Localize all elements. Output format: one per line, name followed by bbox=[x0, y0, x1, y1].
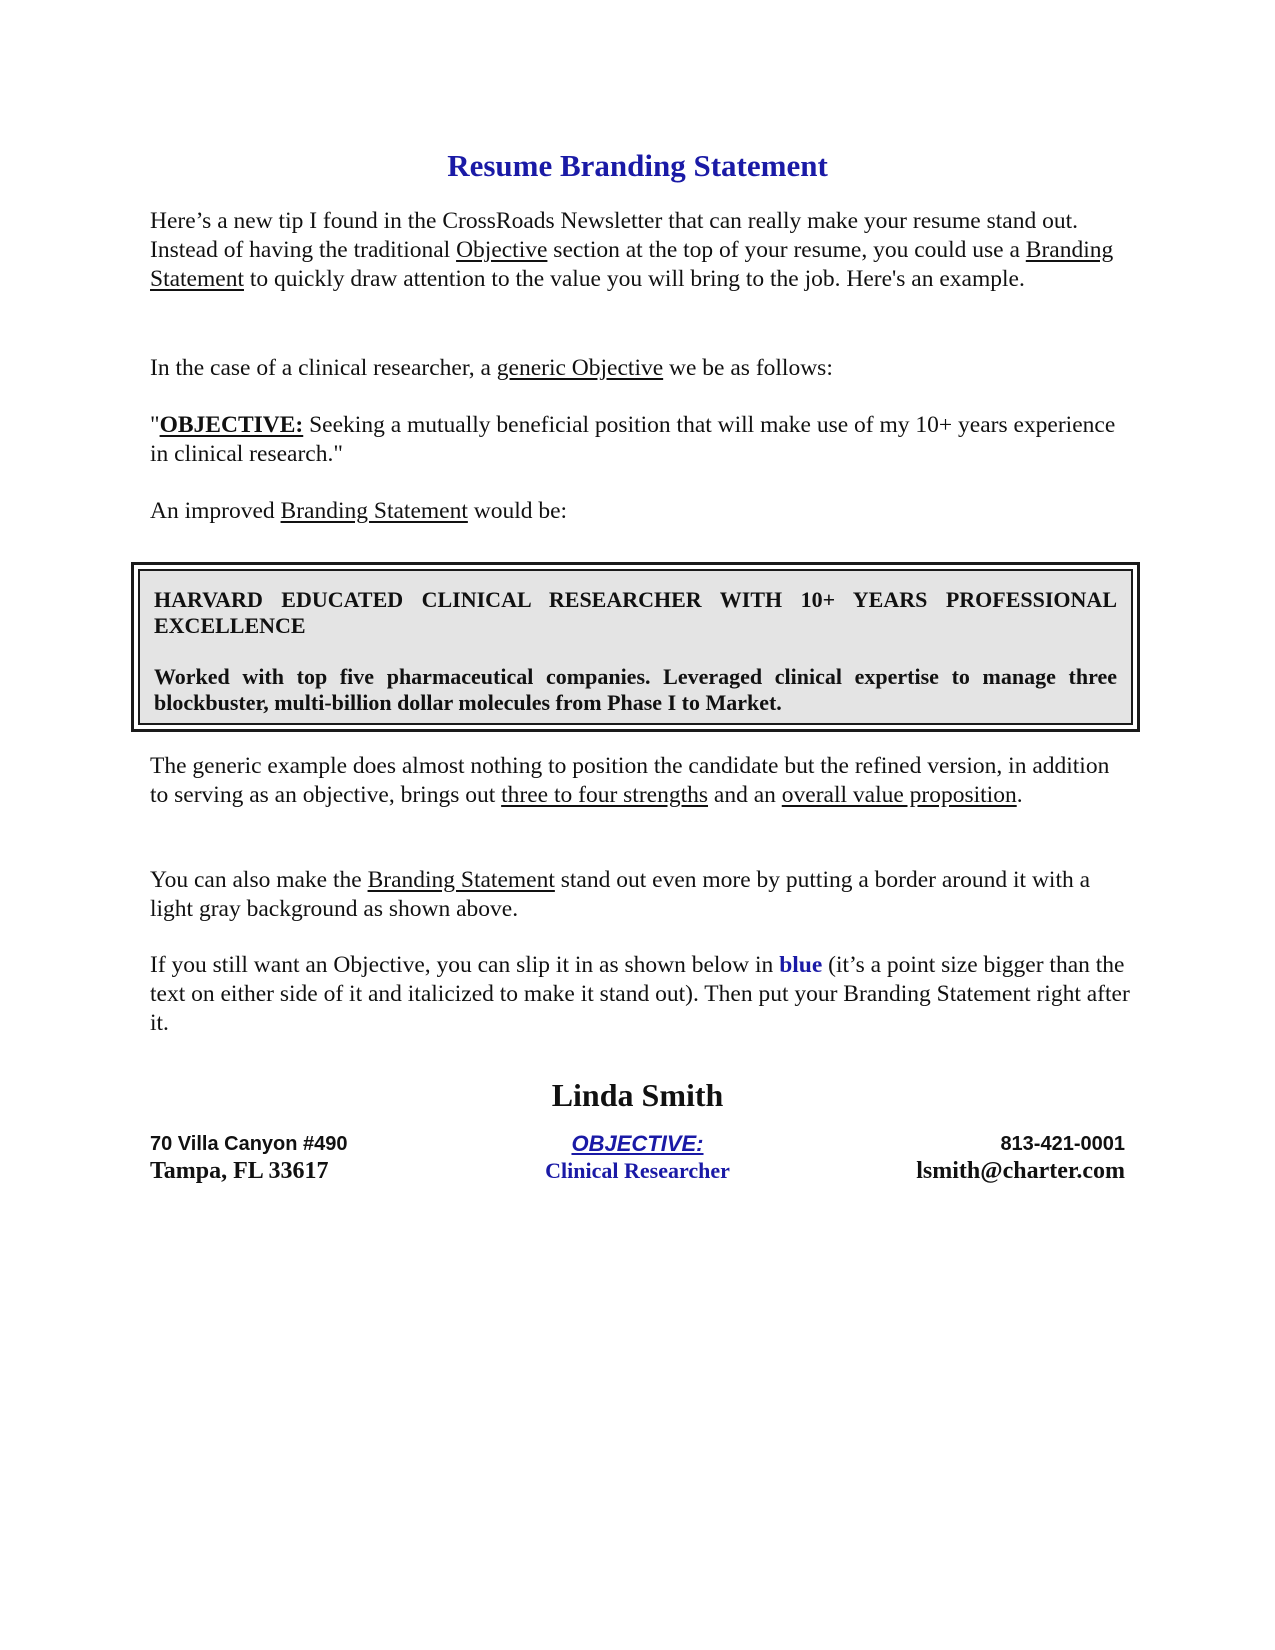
document-title: Resume Branding Statement bbox=[447, 148, 828, 183]
branding-statement-underlined: Branding Statement bbox=[150, 237, 1114, 292]
improved-text-2: would be: bbox=[467, 498, 568, 524]
case-paragraph bbox=[150, 354, 1130, 383]
border-paragraph bbox=[150, 866, 1130, 924]
objective-quote-text: Seeking a mutually beneficial position that will make use of my 10+ years experience in clinical research." bbox=[150, 412, 1116, 467]
objective-underlined: Objective bbox=[456, 237, 548, 263]
objective-label: OBJECTIVE: bbox=[571, 1131, 704, 1156]
intro-text-1: Here’s a new tip I found in the CrossRoads Newsletter that can really make your resume stand out. Instead of having the traditional bbox=[150, 208, 1078, 263]
objective-tip-text-2: (it’s a point size bigger than the text on either side of it and italicized to make it stand out). Then put your Branding Statement right after it. bbox=[150, 952, 1130, 1036]
objective-quote-paragraph bbox=[150, 411, 1130, 469]
email-address: lsmith@charter.com bbox=[916, 1158, 1125, 1184]
objective-block bbox=[440, 1131, 835, 1185]
case-text-2: we be as follows: bbox=[663, 355, 833, 381]
blue-word: blue bbox=[779, 952, 823, 978]
improved-text-1: An improved bbox=[150, 498, 281, 524]
objective-value: Clinical Researcher bbox=[545, 1158, 730, 1183]
objective-tip-text-1: If you still want an Objective, you can slip it in as shown below in bbox=[150, 952, 780, 978]
improved-paragraph bbox=[150, 497, 1130, 526]
branding-body: Worked with top five pharmaceutical companies. Leveraged clinical expertise to manage three blockbuster, multi-billion dollar molecules from Phase I to Market. bbox=[154, 664, 1117, 715]
branding-statement-underlined-2: Branding Statement bbox=[280, 498, 468, 524]
generic-text-3: . bbox=[1016, 782, 1023, 808]
branding-statement-box-inner bbox=[138, 569, 1133, 725]
generic-paragraph bbox=[150, 752, 1130, 810]
open-quote: " bbox=[150, 412, 160, 438]
address-line-1: 70 Villa Canyon #490 bbox=[150, 1133, 348, 1155]
generic-objective-underlined: generic Objective bbox=[496, 355, 664, 381]
border-text-1: You can also make the bbox=[150, 867, 368, 893]
resume-name: Linda Smith bbox=[551, 1077, 724, 1113]
intro-text-3: to quickly draw attention to the value you will bring to the job. Here's an example. bbox=[243, 266, 1025, 292]
address-line-2: Tampa, FL 33617 bbox=[150, 1158, 329, 1184]
intro-text-2: section at the top of your resume, you could use a bbox=[547, 237, 1026, 263]
objective-tip-paragraph bbox=[150, 951, 1130, 1038]
branding-statement-underlined-3: Branding Statement bbox=[367, 867, 555, 893]
objective-quote-label: OBJECTIVE: bbox=[159, 412, 304, 438]
phone-number: 813-421-0001 bbox=[1000, 1133, 1125, 1155]
intro-paragraph bbox=[150, 207, 1130, 294]
generic-text-2: and an bbox=[708, 782, 782, 808]
strengths-underlined: three to four strengths bbox=[501, 782, 709, 808]
contact-block bbox=[916, 1131, 1125, 1185]
branding-statement-box bbox=[131, 562, 1140, 732]
address-block bbox=[150, 1131, 348, 1185]
generic-text-1: The generic example does almost nothing to position the candidate but the refined version, in addition to serving as an objective, brings out bbox=[150, 753, 1110, 808]
branding-headline: HARVARD EDUCATED CLINICAL RESEARCHER WITH 10+ YEARS PROFESSIONAL EXCELLENCE bbox=[154, 587, 1117, 638]
case-text-1: In the case of a clinical researcher, a bbox=[150, 355, 497, 381]
value-proposition-underlined: overall value proposition bbox=[781, 782, 1017, 808]
border-text-2: stand out even more by putting a border around it with a light gray background as shown above. bbox=[150, 867, 1091, 922]
